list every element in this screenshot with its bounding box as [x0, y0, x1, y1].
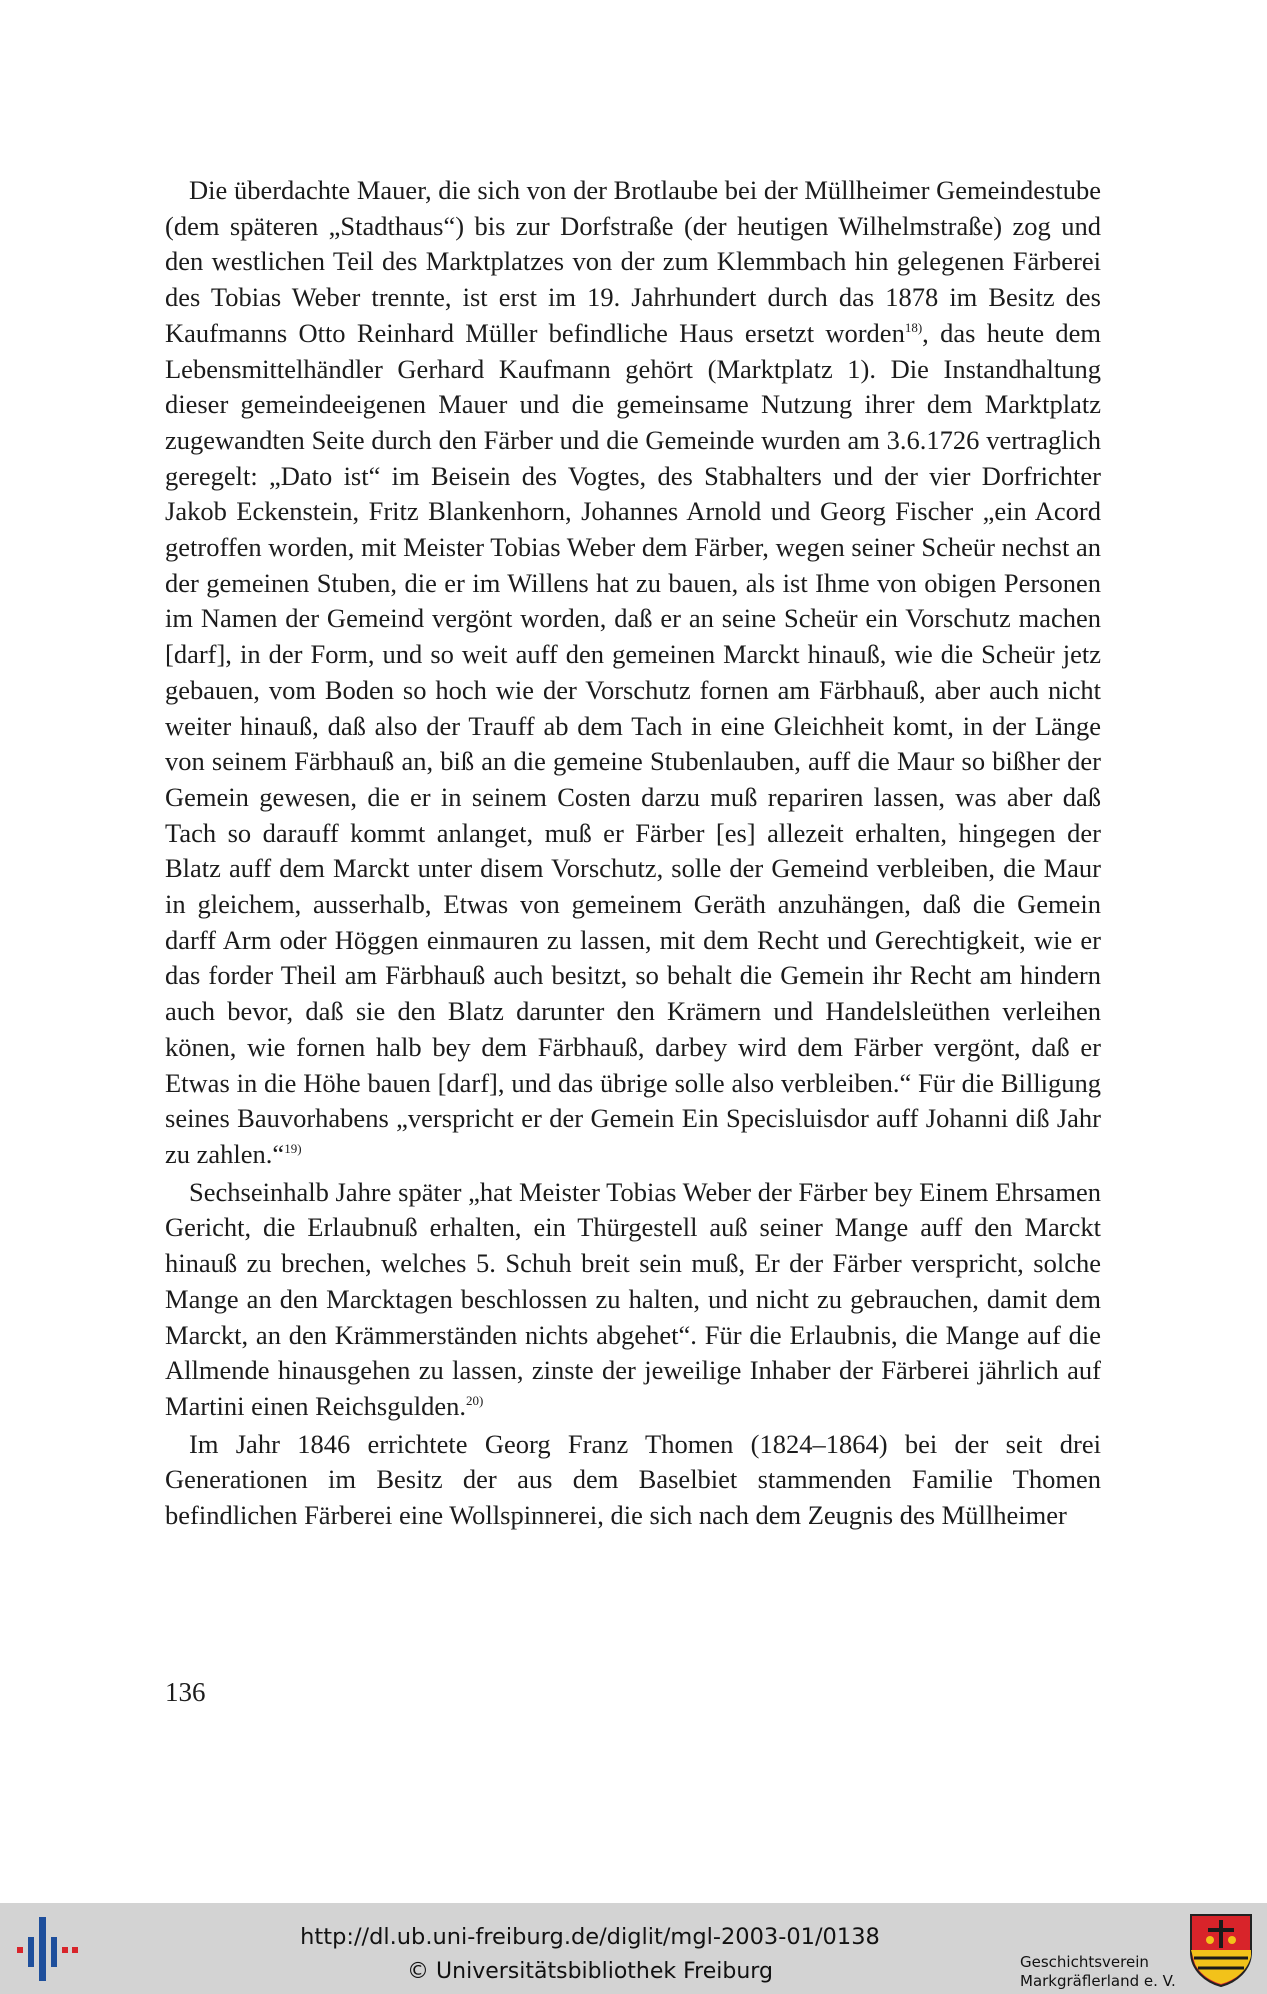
footnote-ref[interactable]: 19) — [284, 1140, 302, 1156]
coat-of-arms-icon[interactable] — [1188, 1912, 1254, 1988]
paragraph-text: Im Jahr 1846 errichtete Georg Franz Thomen (1824–1864) bei der seit drei Generationen im Besitz der aus dem Baselbiet stammenden Familie Thomen befindlichen Färberei eine Wollspinnerei, die sich nach dem Zeugnis des Müllheimer — [165, 1428, 1101, 1531]
ub-freiburg-logo-icon[interactable] — [14, 1911, 84, 1987]
footer-bar — [0, 1903, 1267, 1994]
main-text — [165, 173, 1101, 1536]
copyright-text: © Universitätsbibliothek Freiburg — [407, 1959, 773, 1984]
paragraph-text: Sechseinhalb Jahre später „hat Meister Tobias Weber der Färber bey Einem Ehrsamen Gericht, die Erlaubnuß erhalten, ein Thürgestell auß seiner Mange auff den Marckt hinauß zu brechen, welches 5. Schuh breit sein muß, Er der Färber verspricht, solche Mange an den Marcktagen beschlossen zu halten, und nicht zu gebrauchen, damit dem Marckt, an den Krämmerständen nichts abgehet“. Für die Erlaubnis, die Mange auf die Allmende hinausgehen zu lassen, zinste der jeweilige Inhaber der Färberei jährlich auf Martini einen Reichsgulden. — [165, 1176, 1101, 1421]
paragraph — [165, 173, 1101, 1173]
paragraph-text: Die überdachte Mauer, die sich von der Brotlaube bei der Müllheimer Gemeindestube (dem späteren „Stadthaus“) bis zur Dorfstraße (der heutigen Wilhelmstraße) zog und den westlichen Teil des Marktplatzes von der zum Klemmbach hin gelegenen Färberei des Tobias Weber trennte, ist erst im 19. Jahrhundert durch das 1878 im Besitz des Kaufmanns Otto Reinhard Müller befindliche Haus ersetzt worden — [165, 175, 1101, 348]
source-url-link[interactable]: http://dl.ub.uni-freiburg.de/diglit/mgl-2003-01/0138 — [300, 1924, 880, 1950]
society-line: Markgräflerland e. V. — [1020, 1972, 1176, 1990]
paragraph — [165, 1427, 1101, 1534]
society-line: Geschichtsverein — [1020, 1953, 1149, 1971]
paragraph-text: , das heute dem Lebensmittelhändler Gerhard Kaufmann gehört (Marktplatz 1). Die Instandhaltung dieser gemeindeeigenen Mauer und die gemeinsame Nutzung ihrer dem Marktplatz zugewandten Seite durch den Färber und die Gemeinde wurden am 3.6.1726 vertraglich geregelt: „Dato ist“ im Beisein des Vogtes, des Stabhalters und der vier Dorfrichter Jakob Eckenstein, Fritz Blankenhorn, Johannes Arnold und Georg Fischer „ein Acord getroffen worden, mit Meister Tobias Weber dem Färber, wegen seiner Scheür nechst an der gemeinen Stuben, die er im Willens hat zu bauen, als ist Ihme von obigen Personen im Namen der Gemeind vergönt worden, daß er an seine Scheür ein Vorschutz machen [darf], in der Form, und so weit auff den gemeinen Marckt hinauß, wie die Scheür jetz gebauen, vom Boden so hoch wie der Vorschutz fornen am Färbhauß, aber auch nicht weiter hinauß, daß also der Trauff ab dem Tach in eine Gleichheit komt, in der Länge von seinem Färbhauß an, biß an die gemeine Stubenlauben, auff die Maur so bißher der Gemein gewesen, die er in seinem Costen darzu muß repariren lassen, was aber daß Tach so darauff kommt anlanget, muß er Färber [es] allezeit erhalten, hingegen der Blatz auff dem Marckt unter disem Vorschutz, solle der Gemeind verbleiben, die Maur in gleichem, ausserhalb, Etwas von gemeinem Geräth anzuhängen, daß die Gemein darff Arm oder Höggen einmauren zu lassen, mit dem Recht und Gerechtigkeit, wie er das forder Theil am Färbhauß auch besitzt, so behalt die Gemein ihr Recht am hindern auch bevor, daß sie den Blatz darunter den Krämern und Handelsleüthen verleihen könen, wie fornen halb bey dem Färbhauß, darbey wird dem Färber vergönt, daß er Etwas in die Höhe bauen [darf], und das übrige solle also verbleiben.“ Für die Billigung seines Bauvorhabens „verspricht er der Gemein Ein Specisluisdor auff Johanni diß Jahr zu zahlen.“ — [165, 317, 1101, 1169]
society-name — [1020, 1953, 1176, 1991]
page-number: 136 — [165, 1677, 206, 1707]
paragraph — [165, 1175, 1101, 1425]
footnote-ref[interactable]: 18) — [904, 319, 923, 335]
footnote-ref[interactable]: 20) — [466, 1392, 484, 1408]
